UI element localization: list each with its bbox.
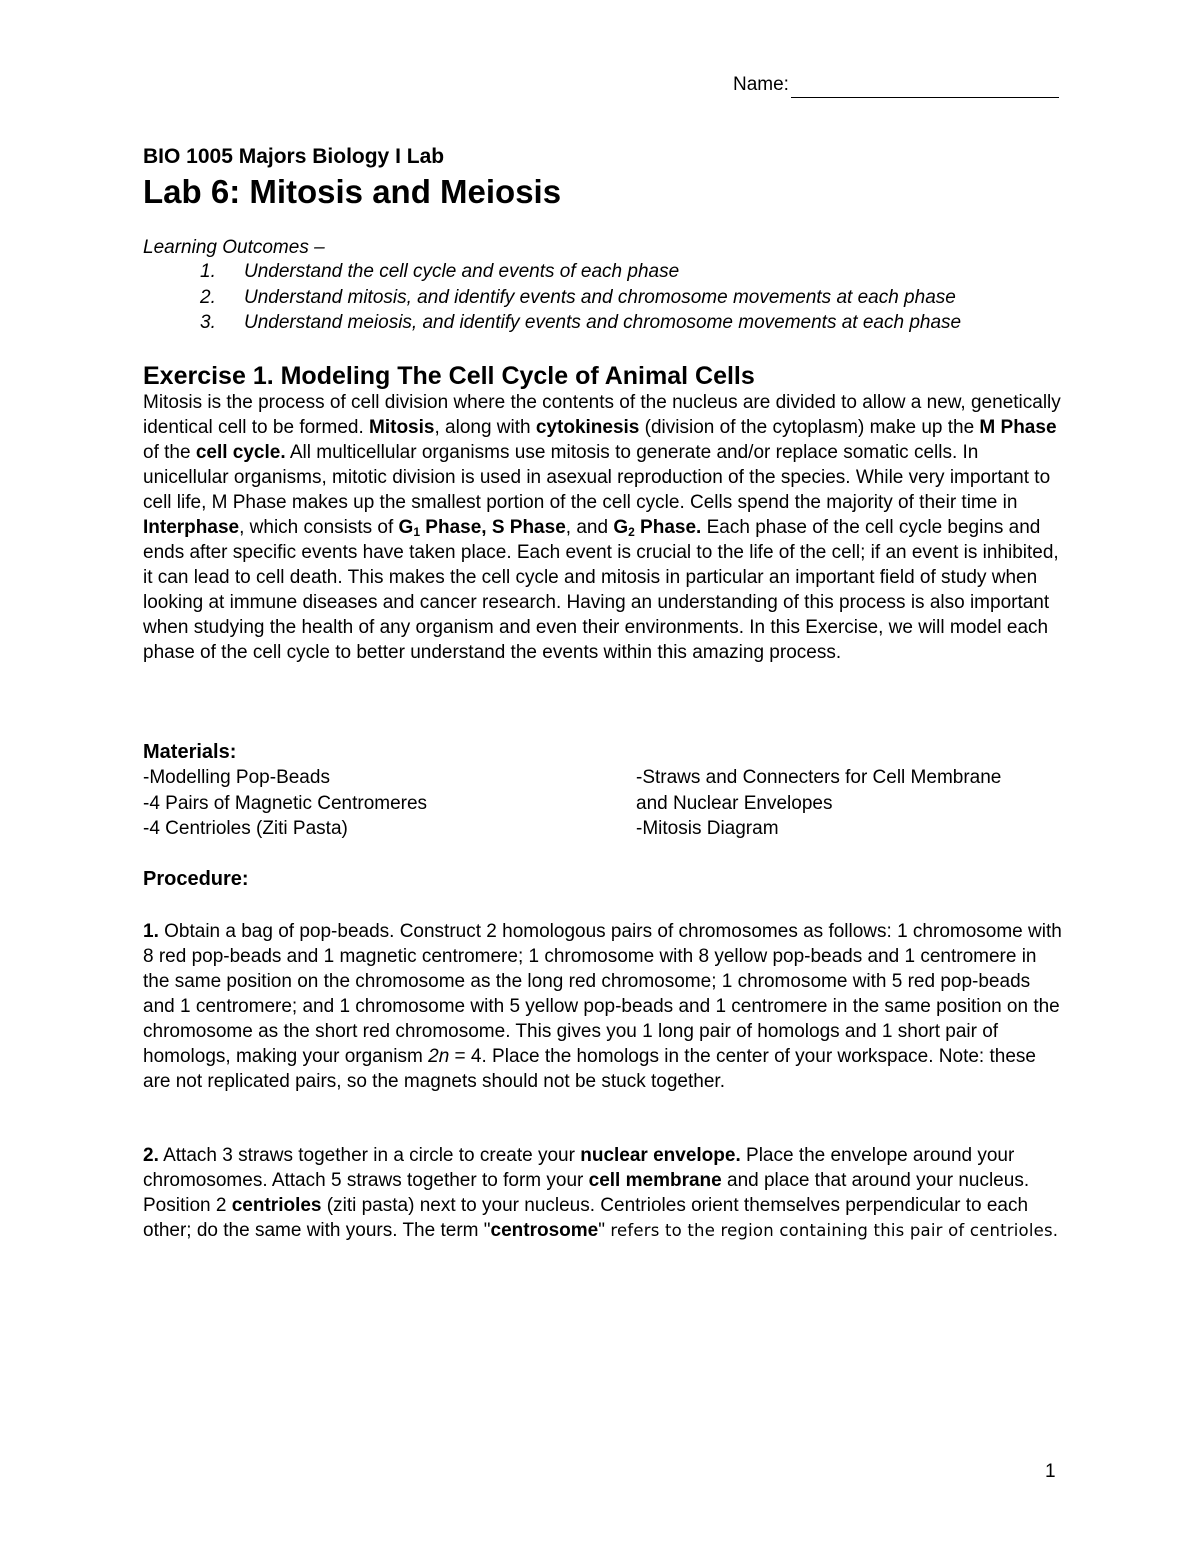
materials-list-left (143, 765, 427, 842)
intro-paragraph (143, 390, 1063, 665)
list-item (143, 285, 961, 311)
term-m-phase: M Phase (979, 417, 1057, 438)
list-item: -4 Centrioles (Ziti Pasta) (143, 818, 348, 839)
exercise-heading: Exercise 1. Modeling The Cell Cycle of Animal Cells (143, 362, 755, 390)
term-cytokinesis: cytokinesis (535, 417, 640, 438)
text-run: = 4. Place the homologs in the center of your workspace. Note: these are not replicated pairs, so the magnets should not be stuck together. (143, 1046, 1036, 1092)
name-label: Name: (733, 74, 789, 95)
text-run: Place the envelope around your chromosomes. Attach 5 straws together to form your (143, 1145, 1015, 1191)
term-nuclear-envelope: nuclear envelope. (580, 1145, 741, 1166)
term-centrioles: centrioles (231, 1195, 322, 1216)
term-g1-phase (399, 517, 566, 538)
term-mitosis: Mitosis (369, 417, 435, 438)
text-run: , along with (434, 417, 536, 438)
text-run: , which consists of (239, 517, 399, 538)
list-item: -4 Pairs of Magnetic Centromeres (143, 792, 428, 814)
text-run: , and (565, 517, 614, 538)
step-number: 1. (143, 921, 159, 942)
text-run: " (598, 1220, 605, 1241)
text-run: Mitosis is the process of cell division where the contents of the nucleus are divided to allow a new, genetically identical cell to be formed. (143, 392, 1061, 438)
course-title: BIO 1005 Majors Biology I Lab (143, 145, 445, 168)
page-number: 1 (1045, 1461, 1056, 1482)
list-text: Understand mitosis, and identify events and chromosome movements at each phase (244, 286, 956, 308)
list-number: 2. (200, 286, 216, 308)
materials-list-right (636, 765, 1001, 842)
subscript: 2 (628, 525, 635, 539)
name-field (733, 72, 1059, 98)
list-item: -Straws and Connecters for Cell Membrane (636, 767, 1002, 788)
text-run: (ziti pasta) next to your nucleus. Centrioles orient themselves perpendicular to each other; do the same with yours. The term " (143, 1195, 1029, 1241)
list-number: 1. (200, 261, 216, 282)
list-item (143, 259, 961, 285)
list-item: -Mitosis Diagram (636, 818, 779, 839)
text-run: Each phase of the cell cycle begins and ends after specific events have taken place. Each event is crucial to the life of the cell; if an event is inhibited, it can lead to cell death. This makes the cell cycle and mitosis in particular an important field of study when looking at immune diseases and cancer research. Having an understanding of this process is also important when studying the health of any organism and even their environments. In this Exercise, we will model each phase of the cell cycle to better understand the events within this amazing process. (143, 517, 1059, 663)
text-run: (division of the cytoplasm) make up the (639, 417, 980, 438)
text-run: G (613, 517, 629, 538)
text-run: All multicellular organisms use mitosis to generate and/or replace somatic cells. In unicellular organisms, mitotic division is used in asexual reproduction of the species. While very important to cell life, M Phase makes up the smallest portion of the cell cycle. Cells spend the majority of their time in (143, 442, 1051, 513)
text-run: and place that around your nucleus. Position 2 (143, 1170, 1030, 1216)
lab-title: Lab 6: Mitosis and Meiosis (143, 173, 562, 210)
text-run: of the (143, 442, 196, 463)
text-run: Attach 3 straws together in a circle to create your (158, 1145, 581, 1166)
term-g2-phase (613, 517, 701, 538)
name-blank-line[interactable] (791, 77, 1059, 98)
text-run: Phase, S Phase (420, 517, 566, 538)
term-cell-cycle: cell cycle. (195, 442, 286, 463)
text-run: Phase. (634, 517, 702, 538)
term-centrosome: centrosome (490, 1220, 599, 1241)
list-item: -Modelling Pop-Beads (143, 767, 330, 788)
subscript: 1 (413, 525, 421, 539)
procedure-step-2 (143, 1143, 1063, 1243)
materials-heading: Materials: (143, 741, 237, 763)
text-run: refers to the region containing this pair of centrioles. (604, 1221, 1059, 1240)
procedure-heading: Procedure: (143, 868, 249, 890)
step-number: 2. (143, 1145, 159, 1166)
term-2n: 2n (428, 1046, 450, 1067)
learning-outcomes-list (143, 259, 961, 336)
list-item: and Nuclear Envelopes (636, 792, 833, 814)
list-number: 3. (200, 312, 216, 333)
list-item (143, 310, 961, 336)
learning-outcomes-label: Learning Outcomes – (143, 237, 325, 258)
text-run: G (398, 517, 414, 538)
list-text: Understand the cell cycle and events of each phase (244, 261, 680, 282)
procedure-step-1 (143, 919, 1063, 1094)
term-interphase: Interphase (143, 517, 240, 538)
list-text: Understand meiosis, and identify events and chromosome movements at each phase (244, 312, 962, 333)
text-run: Obtain a bag of pop-beads. Construct 2 homologous pairs of chromosomes as follows: 1 chromosome with 8 red pop-beads and 1 magnetic centromere; 1 chromosome with 8 yellow pop-beads and 1 centromere in the same position on the chromosome as the long red chromosome; 1 chromosome with 5 red pop-beads and 1 centromere; and 1 chromosome with 5 yellow pop-beads and 1 centromere in the same position on the chromosome as the short red chromosome. This gives you 1 long pair of homologs and 1 short pair of homologs, making your organism (143, 921, 1062, 1067)
term-cell-membrane: cell membrane (588, 1170, 722, 1191)
